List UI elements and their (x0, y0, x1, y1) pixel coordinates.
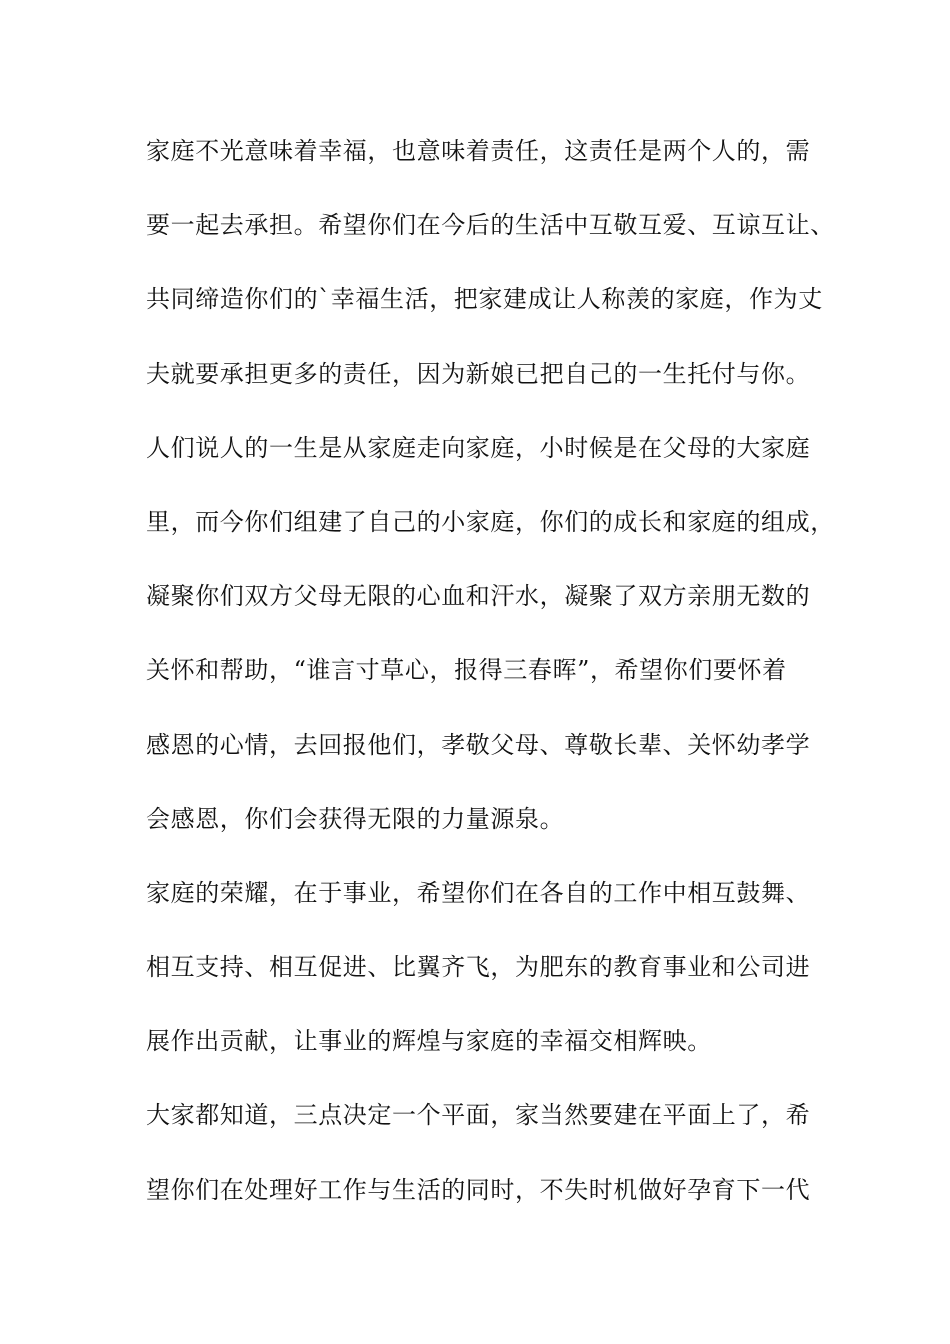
text-line: 共同缔造你们的`幸福生活，把家建成让人称羡的家庭，作为丈 (146, 285, 823, 314)
text-line: 望你们在处理好工作与生活的同时，不失时机做好孕育下一代 (146, 1175, 811, 1204)
text-line: 里，而今你们组建了自己的小家庭，你们的成长和家庭的组成， (146, 507, 835, 536)
text-line: 人们说人的一生是从家庭走向家庭，小时候是在父母的大家庭 (146, 433, 811, 462)
text-line: 关怀和帮助，“谁言寸草心，报得三春晖”，希望你们要怀着 (146, 656, 787, 685)
text-line: 会感恩，你们会获得无限的力量源泉。 (146, 804, 565, 833)
text-line: 凝聚你们双方父母无限的心血和汗水，凝聚了双方亲朋无数的 (146, 582, 811, 611)
text-line: 大家都知道，三点决定一个平面，家当然要建在平面上了，希 (146, 1101, 811, 1130)
text-line: 展作出贡献，让事业的辉煌与家庭的幸福交相辉映。 (146, 1027, 712, 1056)
text-line: 夫就要承担更多的责任，因为新娘已把自己的一生托付与你。 (146, 359, 811, 388)
text-line: 要一起去承担。希望你们在今后的生活中互敬互爱、互谅互让、 (146, 211, 835, 240)
document-body (146, 125, 836, 1238)
text-line: 家庭不光意味着幸福，也意味着责任，这责任是两个人的，需 (146, 137, 811, 165)
text-line: 感恩的心情，去回报他们，孝敬父母、尊敬长辈、关怀幼孝学 (146, 730, 811, 759)
text-line: 家庭的荣耀，在于事业，希望你们在各自的工作中相互鼓舞、 (146, 878, 811, 907)
text-line: 相互支持、相互促进、比翼齐飞，为肥东的教育事业和公司进 (146, 953, 811, 982)
